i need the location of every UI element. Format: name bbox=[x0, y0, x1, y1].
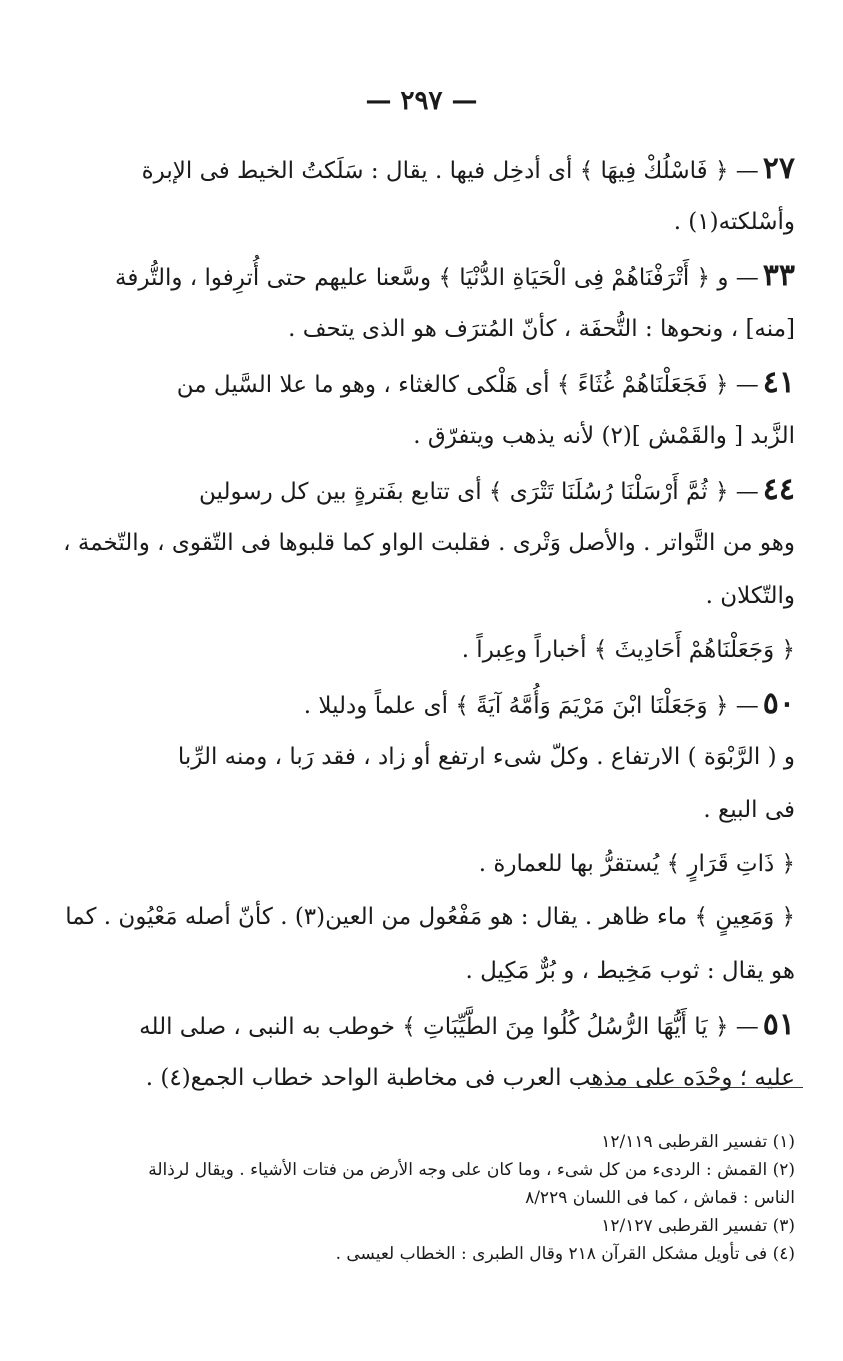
line-text: — ﴿ فَاسْلُكْ فِيهَا ﴾ أى أدخِل فيها . يقال : سَلَكتُ الخيط فى الإبرة bbox=[141, 158, 759, 184]
page-number: — ٢٩٧ — bbox=[365, 86, 478, 116]
text-line bbox=[130, 463, 795, 517]
text-line bbox=[130, 838, 795, 892]
line-text: وهو من التَّواتر . والأصل وَتْرى . فقلبت الواو كما قلبوها فى التّقوى ، والتّخمة ، bbox=[63, 529, 795, 556]
line-text: — ﴿ وَجَعَلْنَا ابْنَ مَرْيَمَ وَأُمَّهُ آيَةً ﴾ أى علماً ودليلا . bbox=[303, 693, 759, 719]
verse-number: ٥٠ bbox=[762, 686, 795, 721]
footnotes bbox=[115, 1128, 795, 1268]
line-text: عليه ؛ وحْدَه على مذهب العرب فى مخاطبة الواحد خطاب الجمع(٤) . bbox=[145, 1064, 795, 1091]
line-text: — و ﴿ أَتْرَفْنَاهُمْ فِى الْحَيَاةِ الدُّنْيَا ﴾ وسَّعنا عليهم حتى أُترِفوا ، والتُّرفة bbox=[115, 265, 759, 291]
footnote-divider bbox=[590, 1087, 803, 1088]
verse-number: ٢٧ bbox=[762, 151, 795, 186]
verse-number: ٤١ bbox=[762, 365, 795, 400]
footnote: (٤) فى تأويل مشكل القرآن ٢١٨ وقال الطبرى : الخطاب لعيسى . bbox=[335, 1244, 795, 1264]
line-text: هو يقال : ثوب مَخِيط ، و بُرٌّ مَكِيل . bbox=[465, 957, 795, 984]
text-line bbox=[130, 998, 795, 1052]
commentary-body bbox=[63, 142, 795, 1105]
line-text: ﴿ وَجَعَلْنَاهُمْ أَحَادِيثَ ﴾ أخباراً وعِبراً . bbox=[461, 636, 795, 663]
text-line bbox=[130, 677, 795, 731]
line-text: والتّكلان . bbox=[705, 583, 795, 609]
text-line bbox=[130, 1052, 795, 1106]
line-text: — ﴿ فَجَعَلْنَاهُمْ غُثَاءً ﴾ أى هَلْكى كالغثاء ، وهو ما علا السَّيل من bbox=[176, 372, 759, 398]
line-text: وأسْلكته(١) . bbox=[673, 208, 795, 235]
verse-number: ٤٤ bbox=[762, 472, 795, 507]
footnote: الناس : قماش ، كما فى اللسان ٨/٢٢٩ bbox=[525, 1188, 795, 1208]
text-line bbox=[130, 624, 795, 678]
line-text: فى البيع . bbox=[703, 797, 795, 823]
line-text: ﴿ ذَاتِ قَرَارٍ ﴾ يُستقرُّ بها للعمارة . bbox=[478, 850, 795, 877]
text-line bbox=[130, 945, 795, 999]
footnote: (١) تفسير القرطبى ١٢/١١٩ bbox=[601, 1132, 795, 1152]
text-line bbox=[130, 570, 795, 624]
text-line bbox=[130, 784, 795, 838]
line-text: و ( الرَّبْوَة ) الارتفاع . وكلّ شىء ارتفع أو زاد ، فقد رَبا ، ومنه الرِّبا bbox=[177, 743, 795, 770]
text-line bbox=[130, 142, 795, 196]
text-line bbox=[130, 410, 795, 464]
text-line bbox=[130, 356, 795, 410]
text-line bbox=[65, 891, 795, 945]
footnote: (٢) القمش : الردىء من كل شىء ، وما كان على وجه الأرض من فتات الأشياء . ويقال لرذالة bbox=[148, 1160, 795, 1180]
line-text: ﴿ وَمَعِينٍ ﴾ ماء ظاهر . يقال : هو مَفْعُول من العين(٣) . كأنّ أصله مَعْيُون . كما bbox=[65, 904, 795, 930]
line-text: — ﴿ يَا أَيُّهَا الرُّسُلُ كُلُوا مِنَ الطَّيِّبَاتِ ﴾ خوطب به النبى ، صلى الله bbox=[139, 1014, 759, 1040]
line-text: الزَّبد [ والقَمْش ](٢) لأنه يذهب ويتفرّق . bbox=[413, 422, 795, 449]
verse-number: ٥١ bbox=[762, 1007, 795, 1042]
text-line bbox=[130, 303, 795, 357]
text-line bbox=[115, 249, 795, 303]
text-line bbox=[63, 517, 795, 571]
footnote: (٣) تفسير القرطبى ١٢/١٢٧ bbox=[601, 1216, 795, 1236]
text-line bbox=[130, 196, 795, 250]
line-text: [منه] ، ونحوها : التُّحفَة ، كأنّ المُترَف هو الذى يتحف . bbox=[288, 315, 795, 342]
verse-number: ٣٣ bbox=[762, 258, 795, 293]
text-line bbox=[130, 731, 795, 785]
line-text: — ﴿ ثُمَّ أَرْسَلْنَا رُسُلَنَا تَتْرَى ﴾ أى تتابع بفَترةٍ بين كل رسولين bbox=[199, 479, 759, 505]
